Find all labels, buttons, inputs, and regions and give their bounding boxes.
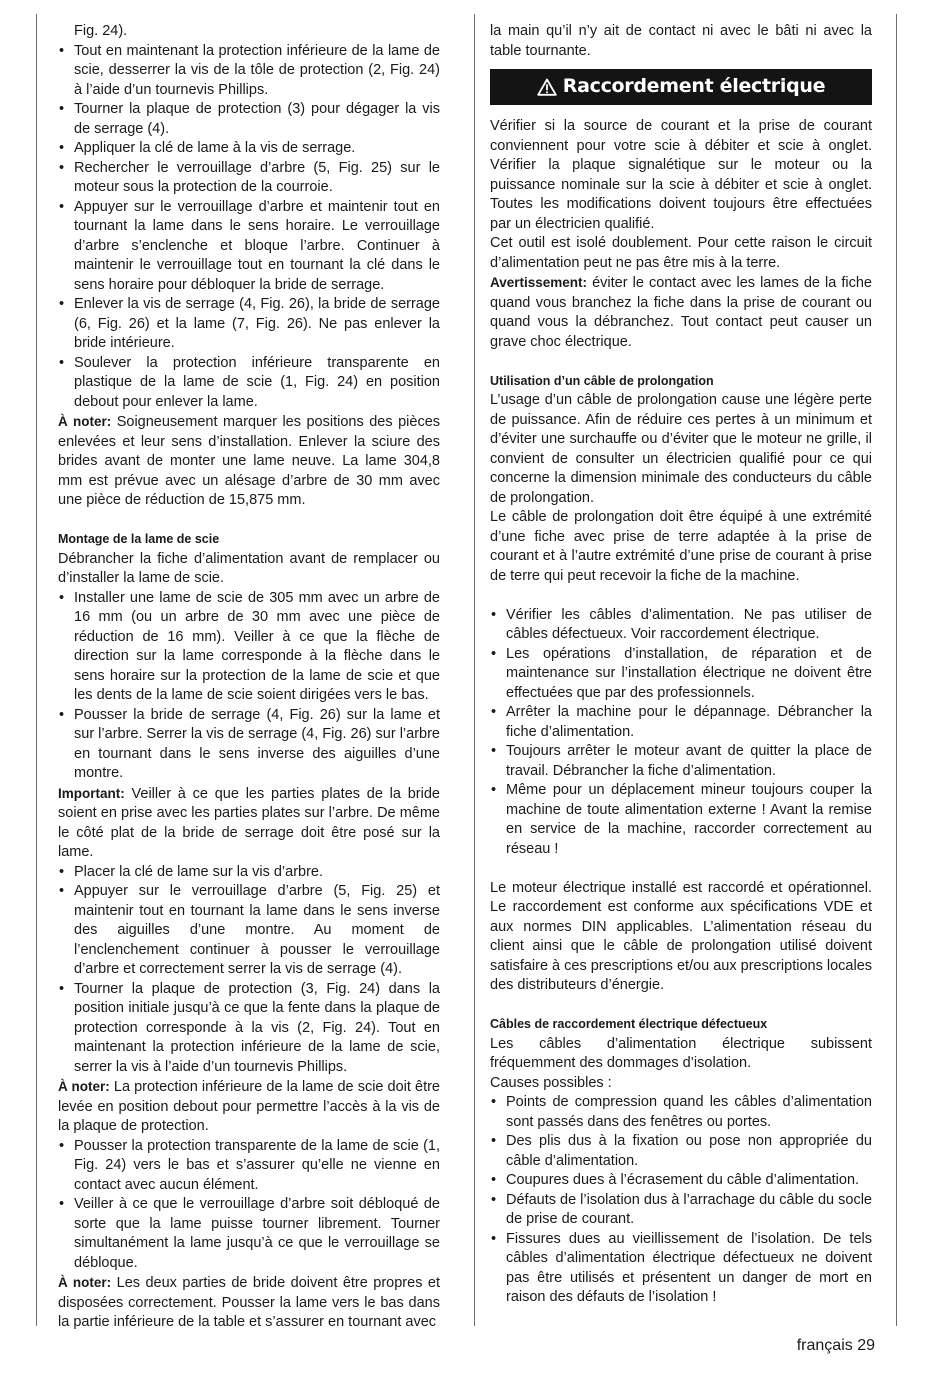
tightening-steps-list [58, 863, 440, 1078]
causes-label: Causes possibles : [490, 1074, 612, 1091]
body-paragraph: L’usage d’un câble de prolongation cause une légère perte de puissance. Afin de réduire ces pertes à un minimum et d’éviter une surchauffe ou d’éviter que le moteur ne grille, il convient de consulter un électricien qualifié pour ce qui concerne la dimension minimale des conducteurs du câble de prolongation. [490, 392, 872, 506]
list-item: • Appuyer sur le verrouillage d’arbre (5, Fig. 25) et maintenir tout en tournant la lame dans le sens inverse des aiguilles d’une montre. Au moment de l’enclenchement continuer à pousser le verrouillage d’arbre et correctement serrer la vis de serrage (4). [58, 882, 440, 980]
list-item: • Placer la clé de lame sur la vis d’arbre. [58, 863, 440, 883]
body-paragraph: Le moteur électrique installé est raccordé et opérationnel. Le raccordement est conforme aux spécifications VDE et aux normes DIN applicables. L’alimentation réseau du client ainsi que le câble de prolongation utilisé doivent satisfaire à ces prescriptions et/ou aux prescriptions locales des distributeurs d’énergie. [490, 879, 873, 993]
left-column [58, 22, 440, 1333]
list-item: • Les opérations d’installation, de réparation et de maintenance sur l’installation électrique ne doivent être effectuées que par des professionnels. [490, 645, 872, 704]
list-item: • Même pour un déplacement mineur toujours couper la machine de toute alimentation externe ! Avant la remise en service de la machine, raccorder correctement au réseau ! [490, 781, 872, 859]
list-item: • Coupures dues à l’écrasement du câble d’alimentation. [490, 1171, 872, 1191]
note-text: La protection inférieure de la lame de scie doit être levée en position debout pour permettre l’accès à la vis de la plaque de protection. [58, 1079, 441, 1134]
continued-text: la main qu’il n’y ait de contact ni avec le bâti ni avec la table tournante. [490, 23, 872, 59]
list-item: • Des plis dus à la fixation ou pose non appropriée du câble d’alimentation. [490, 1132, 872, 1171]
mounting-steps-list [58, 589, 440, 784]
list-item: • Toujours arrêter le moteur avant de quitter la place de travail. Débrancher la fiche d’alimentation. [490, 742, 872, 781]
section-heading: Montage de la lame de scie [58, 532, 220, 546]
causes-list [490, 1093, 872, 1308]
list-item: • Tourner la plaque de protection (3) pour dégager la vis de serrage (4). [58, 100, 440, 139]
note-paragraph [58, 412, 440, 511]
note-paragraph [58, 1273, 440, 1333]
list-item: • Enlever la vis de serrage (4, Fig. 26), la bride de serrage (6, Fig. 26) et la lame (7, Fig. 26). Ne pas enlever la bride intérieure. [58, 295, 440, 354]
list-item: • Tout en maintenant la protection inférieure de la lame de scie, desserrer la vis de la tôle de protection (2, Fig. 24) à l’aide d’un tournevis Phillips. [58, 42, 440, 101]
warning-text: éviter le contact avec les lames de la fiche quand vous branchez la fiche dans la prise de courant ou quand vous la débranchez. Tout contact peut causer un grave choc électrique. [490, 275, 872, 350]
final-steps-list [58, 1137, 440, 1274]
list-item: • Vérifier les câbles d’alimentation. Ne pas utiliser de câbles défectueux. Voir raccordement électrique. [490, 606, 872, 645]
list-item: • Défauts de l’isolation dus à l’arrachage du câble du socle de prise de courant. [490, 1191, 872, 1230]
warning-paragraph [490, 273, 872, 352]
note-text: Soigneusement marquer les positions des pièces enlevées et leur sens d’installation. Enlever la sciure des brides avant de monter une lame neuve. La lame 304,8 mm est prévue avec un alésage d’arbre de 30 mm avec une pièce de réduction de 15,875 mm. [58, 414, 441, 508]
list-item: • Soulever la protection inférieure transparente en plastique de la lame de scie (1, Fig. 24) en position debout pour enlever la lame. [58, 354, 440, 413]
list-item: • Tourner la plaque de protection (3, Fig. 24) dans la position initiale jusqu’à ce que la fente dans la plaque de protection corresponde à la vis (2, Fig. 24). Tout en maintenant la protection inférieure de la lame de scie, serrer la vis à l’aide d’un tournevis Phillips. [58, 980, 440, 1078]
page-number: français 29 [796, 1337, 875, 1354]
column-divider-rule [474, 14, 475, 1326]
left-margin-rule [36, 14, 37, 1326]
note-text: Les deux parties de bride doivent être propres et disposées correctement. Pousser la lame vers le bas dans la partie inférieure de la table et s’assurer en tournant avec [58, 1275, 440, 1330]
list-item: • Fissures dues au vieillissement de l’isolation. De tels câbles d’alimentation électrique défectueux ne doivent pas être utilisés et présentent un danger de mort en raison des défauts de l’isolation ! [490, 1230, 872, 1308]
note-label: À noter: [58, 414, 112, 429]
right-margin-rule [896, 14, 897, 1326]
important-label: Important: [58, 785, 125, 801]
list-item: • Points de compression quand les câbles d’alimentation sont passés dans des fenêtres ou portes. [490, 1093, 872, 1132]
section-heading: Câbles de raccordement électrique défectueux [490, 1017, 768, 1031]
note-paragraph [58, 1077, 440, 1137]
list-item: • Appliquer la clé de lame à la vis de serrage. [58, 139, 440, 159]
continued-text: Fig. 24). [74, 23, 128, 39]
section-banner [490, 69, 872, 105]
warning-label: Avertissement: [490, 275, 588, 290]
banner-title: Raccordement électrique [562, 75, 826, 98]
body-paragraph: Vérifier si la source de courant et la prise de courant conviennent pour votre scie à débiter et scie à onglet. Vérifier la plaque signalétique sur le moteur ou la puissance nominale sur la scie à débiter et scie à onglet. Toutes les modifications doivent toujours être effectuées par un électricien qualifié. [490, 118, 872, 232]
list-item: • Pousser la protection transparente de la lame de scie (1, Fig. 24) vers le bas et s’assurer qu’elle ne vienne en contact avec aucun élément. [58, 1137, 440, 1196]
removal-steps-list [58, 42, 440, 413]
list-item: • Rechercher le verrouillage d’arbre (5, Fig. 25) sur le moteur sous la protection de la courroie. [58, 159, 440, 198]
list-item: • Appuyer sur le verrouillage d’arbre et maintenir tout en tournant la lame dans le sens horaire. Le verrouillage d’arbre s’enclenche et bloque l’arbre. Continuer à maintenir le verrouillage tout en tournant la clé dans le sens horaire pour débloquer la bride de serrage. [58, 198, 440, 296]
important-text: Veiller à ce que les parties plates de la bride soient en prise avec les parties plates sur l’arbre. De même le côté plat de la bride de serrage doit être posé sur la lame. [58, 785, 440, 860]
body-paragraph: Cet outil est isolé doublement. Pour cette raison le circuit d’alimentation peut ne pas être mis à la terre. [490, 235, 872, 271]
list-item: • Pousser la bride de serrage (4, Fig. 26) sur la lame et sur l’arbre. Serrer la vis de serrage (4, Fig. 26) sur l’arbre en tournant dans le sens inverse des aiguilles d’une montre. [58, 706, 440, 784]
body-paragraph: Les câbles d’alimentation électrique subissent fréquemment des dommages d’isolation. [490, 1035, 872, 1071]
safety-list [490, 606, 872, 860]
right-column [490, 22, 872, 1308]
list-item: • Arrêter la machine pour le dépannage. Débrancher la fiche d’alimentation. [490, 703, 872, 742]
warning-triangle-icon [537, 78, 557, 96]
note-label: À noter: [58, 1079, 110, 1094]
important-paragraph [58, 784, 440, 863]
note-label: À noter: [58, 1275, 112, 1290]
section-intro: Débrancher la fiche d’alimentation avant de remplacer ou d’installer la lame de scie. [58, 550, 440, 586]
body-paragraph: Le câble de prolongation doit être équipé à une extrémité d’une fiche avec prise de terre adaptée à la prise de courant et à l’autre extrémité d’une prise de courant à prise de terre qui peut recevoir la fiche de la machine. [490, 509, 872, 584]
list-item: • Installer une lame de scie de 305 mm avec un arbre de 16 mm (ou un arbre de 30 mm avec une pièce de réduction de 16 mm). Veiller à ce que la flèche de direction sur la lame corresponde à la flèche dans le sens horaire sur la protection de la lame de scie et que les dents de la lame de scie soient dirigées vers le bas. [58, 589, 440, 706]
list-item: • Veiller à ce que le verrouillage d’arbre soit débloqué de sorte que la lame puisse tourner librement. Tourner simultanément la lame jusqu’à ce que le verrouillage se débloque. [58, 1195, 440, 1273]
section-heading: Utilisation d’un câble de prolongation [490, 373, 714, 388]
